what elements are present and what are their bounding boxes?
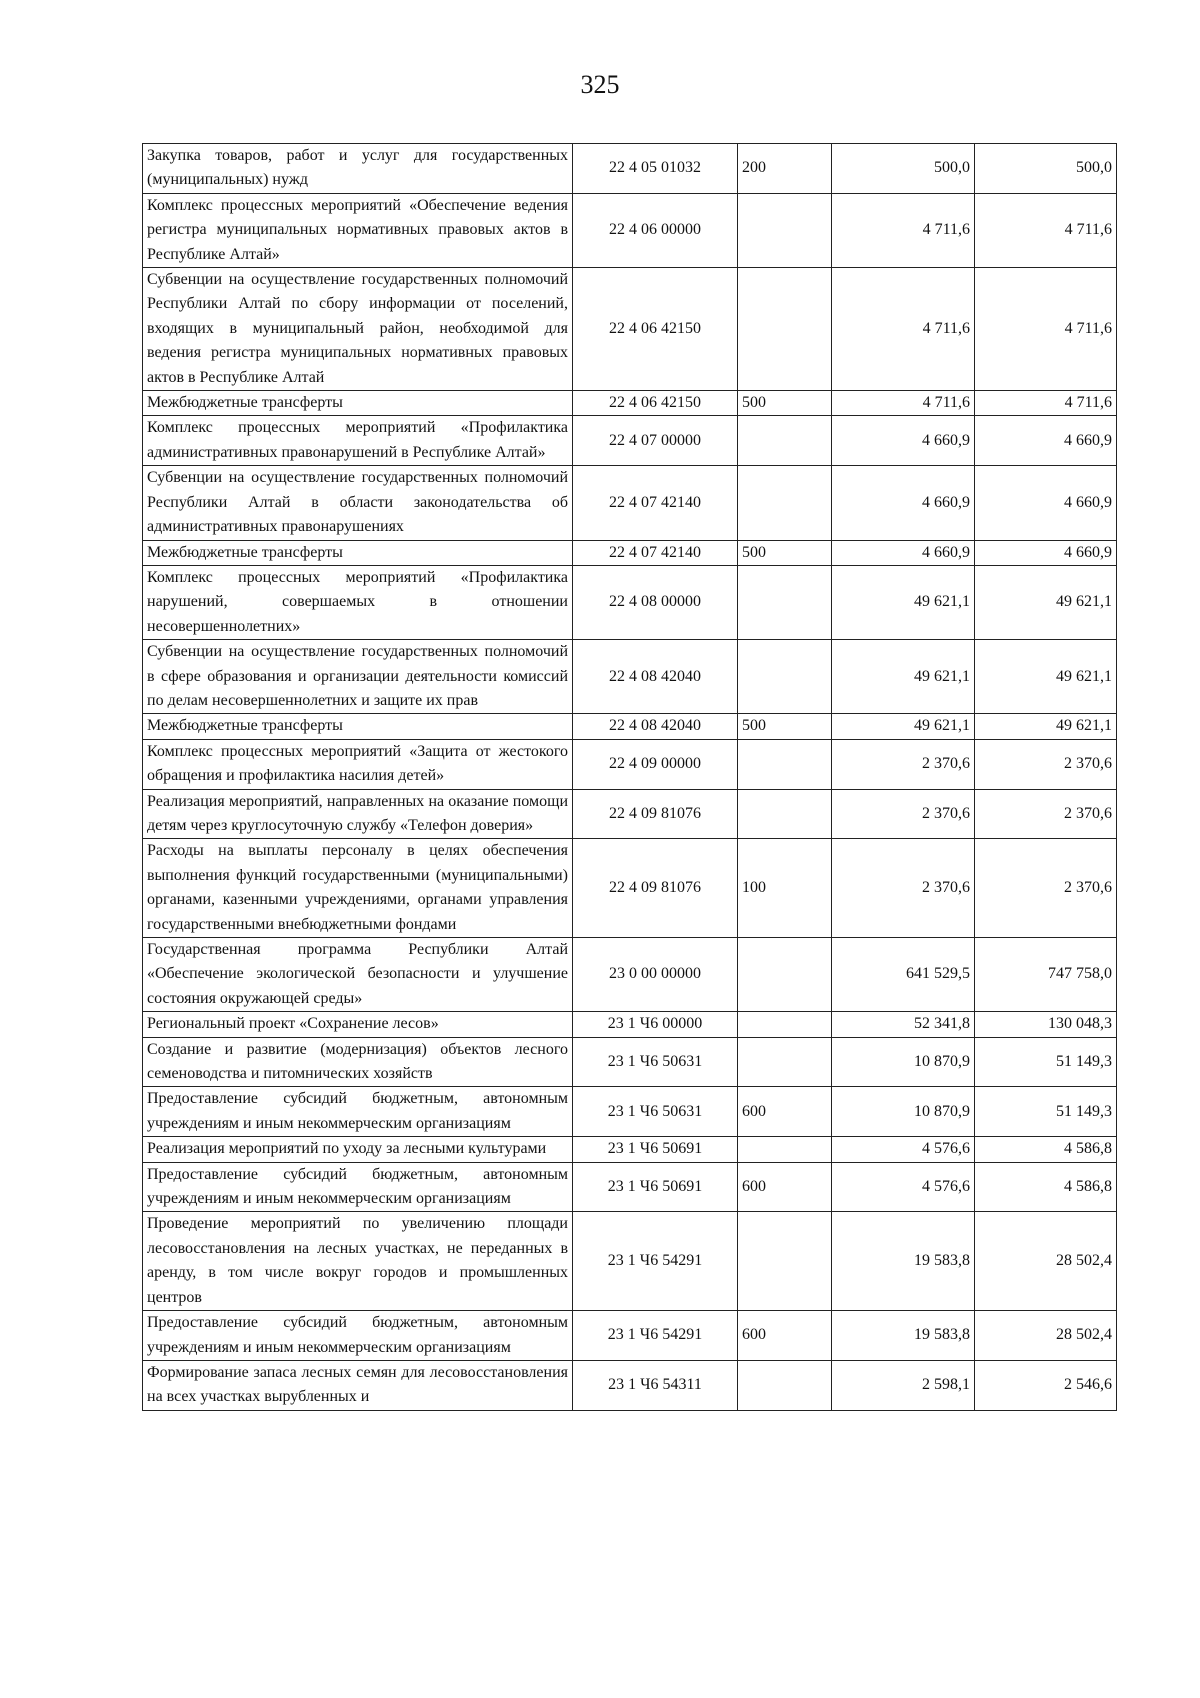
row-name: Реализация мероприятий, направленных на оказание помощи детям через круглосуточную службу «Телефон доверия»	[143, 789, 573, 839]
row-year2-sum: 747 758,0	[975, 938, 1117, 1012]
budget-table	[142, 143, 1117, 1411]
table-row	[143, 1037, 1117, 1087]
table-row	[143, 466, 1117, 540]
table-row	[143, 268, 1117, 391]
table-row	[143, 540, 1117, 565]
row-type	[738, 565, 832, 639]
row-name: Формирование запаса лесных семян для лесовосстановления на всех участках вырубленных и	[143, 1360, 573, 1410]
table-row	[143, 144, 1117, 194]
row-year1-sum: 641 529,5	[832, 938, 975, 1012]
row-name: Комплекс процессных мероприятий «Профилактика нарушений, совершаемых в отношении несовершеннолетних»	[143, 565, 573, 639]
row-code: 23 1 Ч6 50691	[573, 1162, 738, 1212]
row-year1-sum: 49 621,1	[832, 714, 975, 739]
row-type: 600	[738, 1311, 832, 1361]
row-name: Создание и развитие (модернизация) объектов лесного семеноводства и питомнических хозяйств	[143, 1037, 573, 1087]
row-name: Субвенции на осуществление государственных полномочий Республики Алтай по сбору информации от поселений, входящих в муниципальный район, необходимой для ведения регистра муниципальных нормативных правовых актов в Республике Алтай	[143, 268, 573, 391]
row-year1-sum: 4 711,6	[832, 391, 975, 416]
row-type	[738, 268, 832, 391]
row-code: 23 1 Ч6 50631	[573, 1037, 738, 1087]
row-year2-sum: 4 586,8	[975, 1137, 1117, 1162]
row-type	[738, 1360, 832, 1410]
row-type: 100	[738, 839, 832, 938]
row-type: 600	[738, 1087, 832, 1137]
row-code: 22 4 08 42040	[573, 714, 738, 739]
row-code: 23 1 Ч6 54291	[573, 1212, 738, 1311]
row-code: 22 4 08 42040	[573, 640, 738, 714]
row-type: 500	[738, 391, 832, 416]
row-name: Комплекс процессных мероприятий «Профилактика административных правонарушений в Республике Алтай»	[143, 416, 573, 466]
row-code: 22 4 08 00000	[573, 565, 738, 639]
table-row	[143, 1360, 1117, 1410]
row-year1-sum: 2 370,6	[832, 739, 975, 789]
table-row	[143, 1311, 1117, 1361]
row-code: 22 4 06 00000	[573, 193, 738, 267]
row-type	[738, 416, 832, 466]
row-year2-sum: 4 711,6	[975, 193, 1117, 267]
row-name: Закупка товаров, работ и услуг для государственных (муниципальных) нужд	[143, 144, 573, 194]
row-name: Расходы на выплаты персоналу в целях обеспечения выполнения функций государственными (муниципальными) органами, казенными учреждениями, органами управления государственными внебюджетными фондами	[143, 839, 573, 938]
row-year2-sum: 2 370,6	[975, 839, 1117, 938]
row-year2-sum: 49 621,1	[975, 640, 1117, 714]
row-year2-sum: 2 370,6	[975, 789, 1117, 839]
row-type: 200	[738, 144, 832, 194]
row-code: 23 1 Ч6 00000	[573, 1012, 738, 1037]
table-row	[143, 1012, 1117, 1037]
row-name: Субвенции на осуществление государственных полномочий в сфере образования и организации деятельности комиссий по делам несовершеннолетних и защите их прав	[143, 640, 573, 714]
row-code: 22 4 06 42150	[573, 268, 738, 391]
table-row	[143, 391, 1117, 416]
row-year1-sum: 19 583,8	[832, 1311, 975, 1361]
row-code: 22 4 06 42150	[573, 391, 738, 416]
table-row	[143, 1162, 1117, 1212]
row-type	[738, 1212, 832, 1311]
row-name: Комплекс процессных мероприятий «Защита от жестокого обращения и профилактика насилия детей»	[143, 739, 573, 789]
row-type	[738, 739, 832, 789]
row-year1-sum: 52 341,8	[832, 1012, 975, 1037]
row-year1-sum: 10 870,9	[832, 1037, 975, 1087]
table-row	[143, 416, 1117, 466]
row-type	[738, 466, 832, 540]
table-row	[143, 1137, 1117, 1162]
table-row	[143, 789, 1117, 839]
row-year1-sum: 49 621,1	[832, 565, 975, 639]
row-year1-sum: 49 621,1	[832, 640, 975, 714]
row-year1-sum: 2 370,6	[832, 789, 975, 839]
row-year2-sum: 4 711,6	[975, 391, 1117, 416]
table-row	[143, 1212, 1117, 1311]
row-year2-sum: 49 621,1	[975, 565, 1117, 639]
row-type: 600	[738, 1162, 832, 1212]
row-type	[738, 938, 832, 1012]
row-type	[738, 1012, 832, 1037]
row-year1-sum: 19 583,8	[832, 1212, 975, 1311]
row-code: 23 1 Ч6 50691	[573, 1137, 738, 1162]
page-number: 325	[580, 70, 620, 99]
row-year2-sum: 28 502,4	[975, 1212, 1117, 1311]
row-year2-sum: 49 621,1	[975, 714, 1117, 739]
row-year2-sum: 2 370,6	[975, 739, 1117, 789]
row-name: Межбюджетные трансферты	[143, 540, 573, 565]
row-code: 22 4 09 81076	[573, 789, 738, 839]
row-name: Комплекс процессных мероприятий «Обеспечение ведения регистра муниципальных нормативных правовых актов в Республике Алтай»	[143, 193, 573, 267]
row-year2-sum: 4 660,9	[975, 416, 1117, 466]
row-year1-sum: 4 576,6	[832, 1137, 975, 1162]
row-year1-sum: 4 660,9	[832, 540, 975, 565]
row-code: 22 4 07 42140	[573, 540, 738, 565]
row-year2-sum: 51 149,3	[975, 1087, 1117, 1137]
row-code: 22 4 09 81076	[573, 839, 738, 938]
row-name: Межбюджетные трансферты	[143, 391, 573, 416]
row-year1-sum: 500,0	[832, 144, 975, 194]
row-type: 500	[738, 714, 832, 739]
row-year2-sum: 51 149,3	[975, 1037, 1117, 1087]
row-code: 23 1 Ч6 54291	[573, 1311, 738, 1361]
row-code: 22 4 09 00000	[573, 739, 738, 789]
row-code: 23 1 Ч6 54311	[573, 1360, 738, 1410]
row-year2-sum: 28 502,4	[975, 1311, 1117, 1361]
row-code: 22 4 07 00000	[573, 416, 738, 466]
row-year1-sum: 4 660,9	[832, 416, 975, 466]
table-row	[143, 839, 1117, 938]
row-year1-sum: 4 660,9	[832, 466, 975, 540]
row-code: 22 4 07 42140	[573, 466, 738, 540]
row-name: Региональный проект «Сохранение лесов»	[143, 1012, 573, 1037]
row-year1-sum: 2 598,1	[832, 1360, 975, 1410]
row-type: 500	[738, 540, 832, 565]
table-row	[143, 193, 1117, 267]
row-year2-sum: 2 546,6	[975, 1360, 1117, 1410]
row-year2-sum: 4 711,6	[975, 268, 1117, 391]
row-name: Реализация мероприятий по уходу за лесными культурами	[143, 1137, 573, 1162]
row-year2-sum: 4 586,8	[975, 1162, 1117, 1212]
table-row	[143, 938, 1117, 1012]
row-name: Предоставление субсидий бюджетным, автономным учреждениям и иным некоммерческим организациям	[143, 1162, 573, 1212]
row-code: 23 0 00 00000	[573, 938, 738, 1012]
table-row	[143, 640, 1117, 714]
row-name: Проведение мероприятий по увеличению площади лесовосстановления на лесных участках, не переданных в аренду, в том числе вокруг городов и промышленных центров	[143, 1212, 573, 1311]
row-year1-sum: 4 576,6	[832, 1162, 975, 1212]
row-name: Предоставление субсидий бюджетным, автономным учреждениям и иным некоммерческим организациям	[143, 1311, 573, 1361]
row-code: 23 1 Ч6 50631	[573, 1087, 738, 1137]
row-year2-sum: 4 660,9	[975, 540, 1117, 565]
row-name: Государственная программа Республики Алтай «Обеспечение экологической безопасности и улучшение состояния окружающей среды»	[143, 938, 573, 1012]
row-year1-sum: 10 870,9	[832, 1087, 975, 1137]
row-type	[738, 193, 832, 267]
row-year1-sum: 4 711,6	[832, 193, 975, 267]
row-year2-sum: 500,0	[975, 144, 1117, 194]
row-year2-sum: 130 048,3	[975, 1012, 1117, 1037]
row-name: Межбюджетные трансферты	[143, 714, 573, 739]
row-type	[738, 1137, 832, 1162]
table-row	[143, 1087, 1117, 1137]
row-year2-sum: 4 660,9	[975, 466, 1117, 540]
table-row	[143, 739, 1117, 789]
row-type	[738, 640, 832, 714]
row-year1-sum: 2 370,6	[832, 839, 975, 938]
row-code: 22 4 05 01032	[573, 144, 738, 194]
row-name: Субвенции на осуществление государственных полномочий Республики Алтай в области законодательства об административных правонарушениях	[143, 466, 573, 540]
row-year1-sum: 4 711,6	[832, 268, 975, 391]
table-row	[143, 714, 1117, 739]
table-row	[143, 565, 1117, 639]
row-type	[738, 1037, 832, 1087]
row-name: Предоставление субсидий бюджетным, автономным учреждениям и иным некоммерческим организациям	[143, 1087, 573, 1137]
row-type	[738, 789, 832, 839]
